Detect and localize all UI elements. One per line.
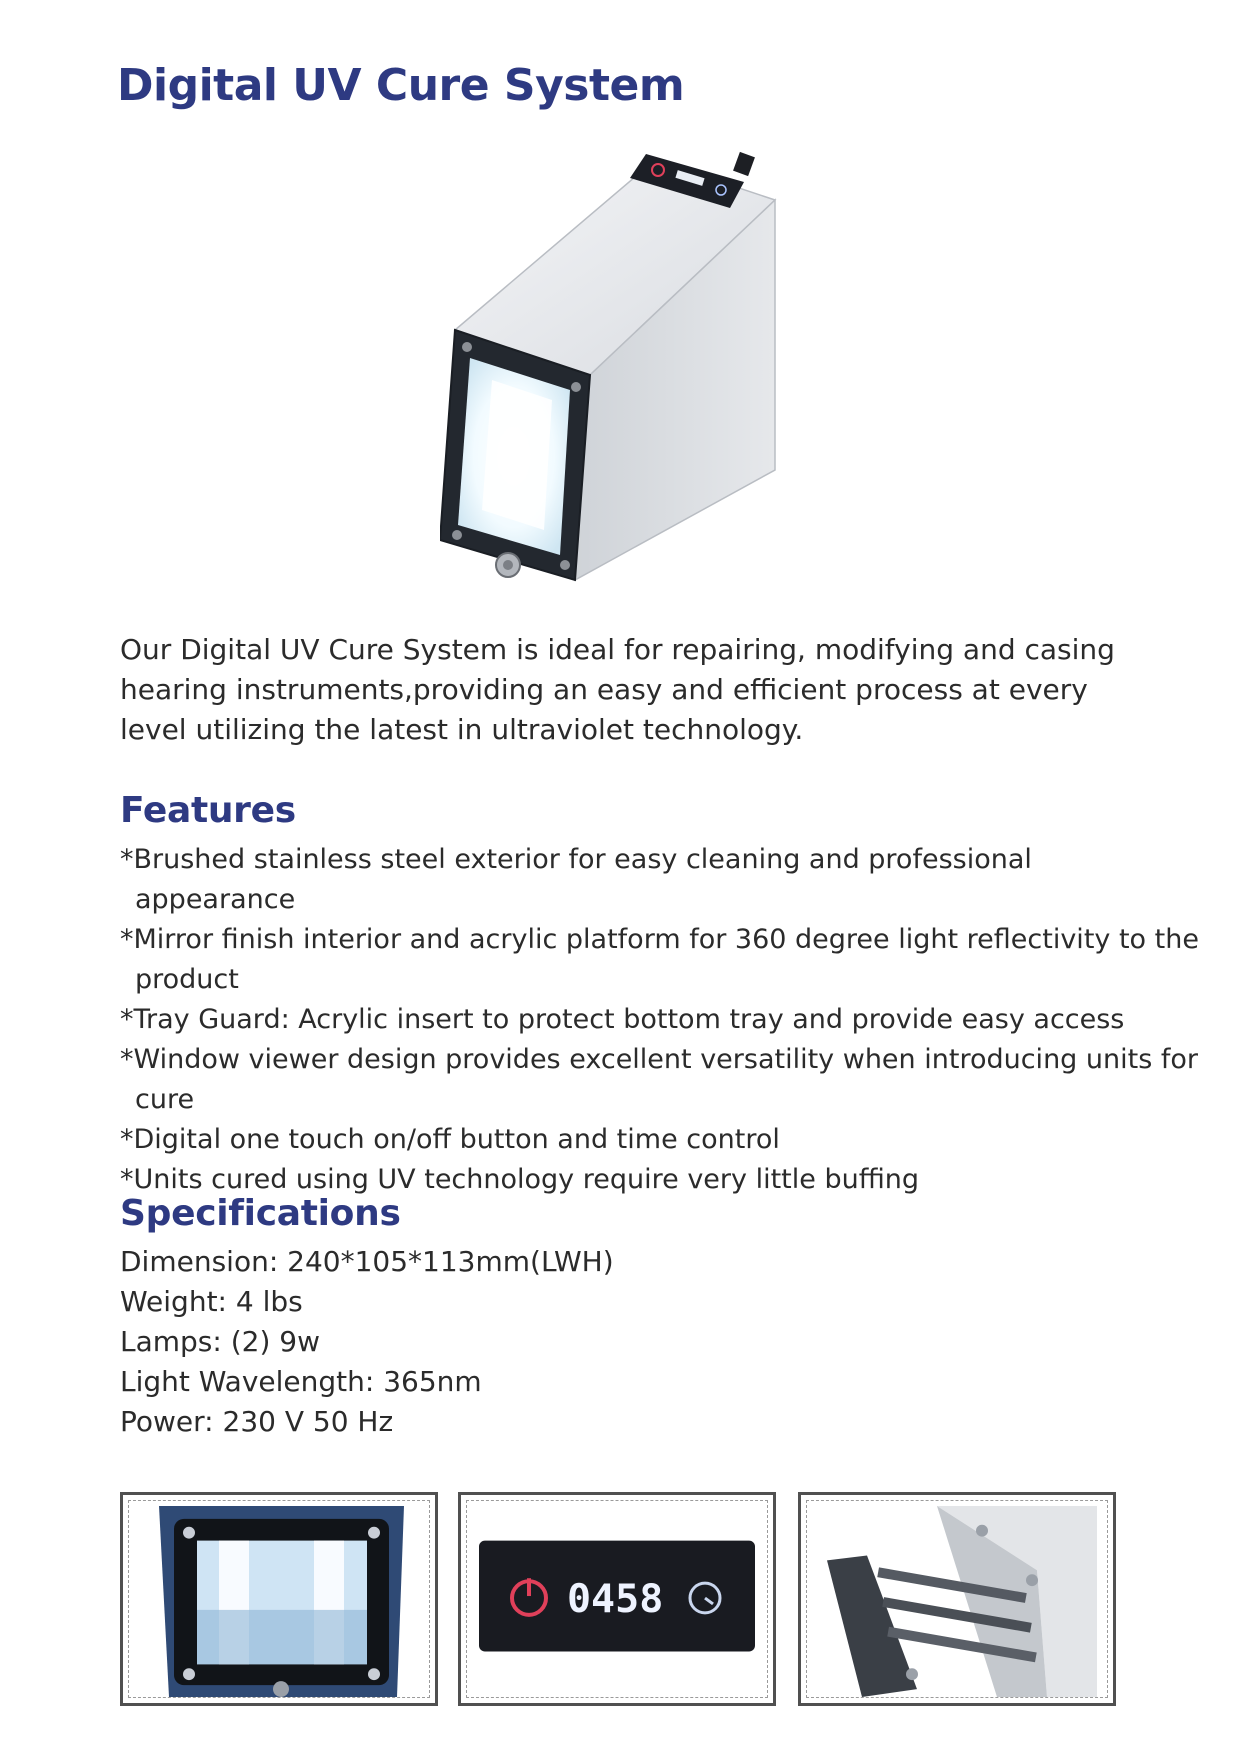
intro-paragraph: Our Digital UV Cure System is ideal for repairing, modifying and casing hearing instruments,providing an easy and efficient process at every level utilizing the latest in ultraviolet technology. — [120, 633, 1115, 746]
features-list — [120, 840, 1200, 1200]
time-readout: 0458 — [567, 1576, 664, 1622]
features-heading: Features — [120, 790, 296, 831]
specifications-heading: Specifications — [120, 1193, 401, 1234]
thumbnail-control-panel — [458, 1492, 776, 1706]
feature-item: *Digital one touch on/off button and time control — [120, 1124, 780, 1155]
feature-item: *Tray Guard: Acrylic insert to protect bottom tray and provide easy access — [120, 1004, 1125, 1035]
thumbnail-front-window — [120, 1492, 438, 1706]
thumbnail-open-tray — [798, 1492, 1116, 1706]
feature-item: *Brushed stainless steel exterior for easy cleaning and professional appearance — [120, 844, 1032, 915]
product-image — [440, 140, 900, 600]
spec-item: Dimension: 240*105*113mm(LWH) — [120, 1245, 614, 1278]
spec-item: Weight: 4 lbs — [120, 1285, 303, 1318]
spec-item: Light Wavelength: 365nm — [120, 1365, 482, 1398]
page-title: Digital UV Cure System — [117, 60, 685, 111]
specifications-list — [120, 1242, 614, 1442]
spec-item: Power: 230 V 50 Hz — [120, 1405, 394, 1438]
feature-item: *Mirror finish interior and acrylic platform for 360 degree light reflectivity to the product — [120, 924, 1199, 995]
spec-item: Lamps: (2) 9w — [120, 1325, 321, 1358]
feature-item: *Units cured using UV technology require very little buffing — [120, 1164, 920, 1195]
feature-item: *Window viewer design provides excellent versatility when introducing units for cure — [120, 1044, 1198, 1115]
